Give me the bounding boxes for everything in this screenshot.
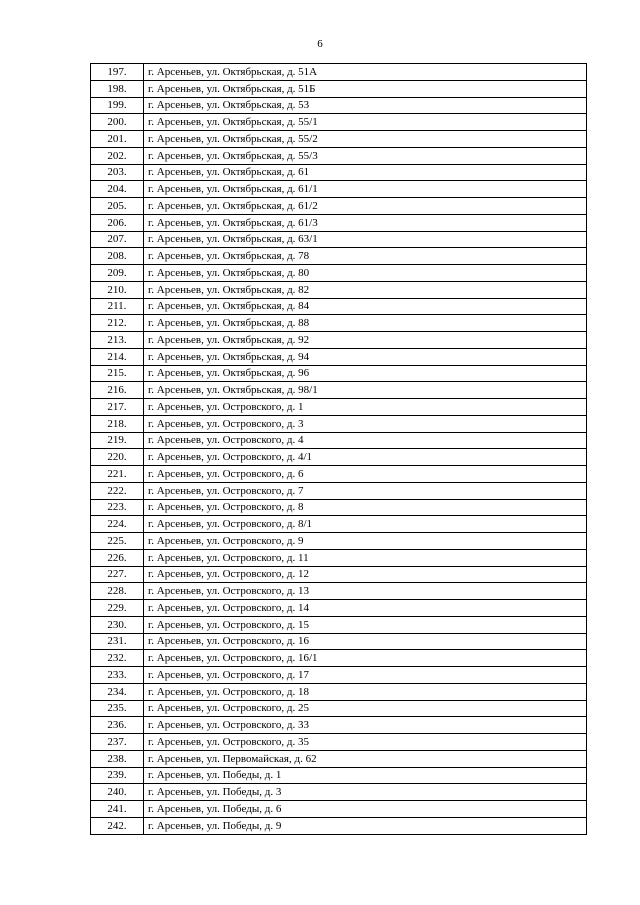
table-row <box>91 650 587 667</box>
address-cell: г. Арсеньев, ул. Октябрьская, д. 61/1 <box>144 181 587 198</box>
table-row <box>91 633 587 650</box>
row-number-cell: 233. <box>91 667 144 684</box>
row-number-cell: 228. <box>91 583 144 600</box>
address-cell: г. Арсеньев, ул. Октябрьская, д. 61/3 <box>144 214 587 231</box>
row-number-cell: 210. <box>91 281 144 298</box>
table-row <box>91 365 587 382</box>
table-row <box>91 131 587 148</box>
row-number-cell: 209. <box>91 265 144 282</box>
table-row <box>91 549 587 566</box>
table-row <box>91 784 587 801</box>
address-cell: г. Арсеньев, ул. Островского, д. 17 <box>144 667 587 684</box>
table-row <box>91 315 587 332</box>
address-cell: г. Арсеньев, ул. Островского, д. 6 <box>144 466 587 483</box>
address-cell: г. Арсеньев, ул. Островского, д. 3 <box>144 415 587 432</box>
row-number-cell: 220. <box>91 449 144 466</box>
row-number-cell: 225. <box>91 533 144 550</box>
row-number-cell: 207. <box>91 231 144 248</box>
row-number-cell: 229. <box>91 600 144 617</box>
row-number-cell: 203. <box>91 164 144 181</box>
address-cell: г. Арсеньев, ул. Октябрьская, д. 51А <box>144 64 587 81</box>
row-number-cell: 201. <box>91 131 144 148</box>
page-number: 6 <box>317 38 323 50</box>
table-row <box>91 600 587 617</box>
row-number-cell: 231. <box>91 633 144 650</box>
address-cell: г. Арсеньев, ул. Октябрьская, д. 88 <box>144 315 587 332</box>
address-cell: г. Арсеньев, ул. Октябрьская, д. 96 <box>144 365 587 382</box>
table-row <box>91 382 587 399</box>
table-row <box>91 97 587 114</box>
table-row <box>91 533 587 550</box>
address-cell: г. Арсеньев, ул. Островского, д. 4/1 <box>144 449 587 466</box>
table-row <box>91 147 587 164</box>
address-cell: г. Арсеньев, ул. Островского, д. 13 <box>144 583 587 600</box>
row-number-cell: 218. <box>91 415 144 432</box>
address-cell: г. Арсеньев, ул. Островского, д. 9 <box>144 533 587 550</box>
table-row <box>91 583 587 600</box>
address-cell: г. Арсеньев, ул. Октябрьская, д. 92 <box>144 332 587 349</box>
table-row <box>91 700 587 717</box>
address-cell: г. Арсеньев, ул. Октябрьская, д. 84 <box>144 298 587 315</box>
row-number-cell: 237. <box>91 734 144 751</box>
address-cell: г. Арсеньев, ул. Островского, д. 16 <box>144 633 587 650</box>
table-row <box>91 332 587 349</box>
address-cell: г. Арсеньев, ул. Победы, д. 3 <box>144 784 587 801</box>
table-row <box>91 114 587 131</box>
address-table-body <box>91 64 587 835</box>
row-number-cell: 208. <box>91 248 144 265</box>
address-cell: г. Арсеньев, ул. Победы, д. 1 <box>144 767 587 784</box>
table-row <box>91 64 587 81</box>
table-row <box>91 432 587 449</box>
row-number-cell: 202. <box>91 147 144 164</box>
row-number-cell: 235. <box>91 700 144 717</box>
row-number-cell: 197. <box>91 64 144 81</box>
address-cell: г. Арсеньев, ул. Октябрьская, д. 78 <box>144 248 587 265</box>
address-cell: г. Арсеньев, ул. Островского, д. 15 <box>144 616 587 633</box>
address-cell: г. Арсеньев, ул. Островского, д. 1 <box>144 399 587 416</box>
table-row <box>91 516 587 533</box>
row-number-cell: 239. <box>91 767 144 784</box>
address-cell: г. Арсеньев, ул. Октябрьская, д. 80 <box>144 265 587 282</box>
address-cell: г. Арсеньев, ул. Островского, д. 4 <box>144 432 587 449</box>
address-cell: г. Арсеньев, ул. Октябрьская, д. 51Б <box>144 80 587 97</box>
row-number-cell: 206. <box>91 214 144 231</box>
row-number-cell: 212. <box>91 315 144 332</box>
row-number-cell: 240. <box>91 784 144 801</box>
table-row <box>91 214 587 231</box>
row-number-cell: 227. <box>91 566 144 583</box>
row-number-cell: 215. <box>91 365 144 382</box>
address-cell: г. Арсеньев, ул. Островского, д. 33 <box>144 717 587 734</box>
row-number-cell: 238. <box>91 750 144 767</box>
table-row <box>91 181 587 198</box>
address-cell: г. Арсеньев, ул. Первомайская, д. 62 <box>144 750 587 767</box>
table-row <box>91 164 587 181</box>
table-row <box>91 298 587 315</box>
row-number-cell: 232. <box>91 650 144 667</box>
table-row <box>91 80 587 97</box>
table-row <box>91 734 587 751</box>
table-row <box>91 281 587 298</box>
address-cell: г. Арсеньев, ул. Островского, д. 16/1 <box>144 650 587 667</box>
table-row <box>91 817 587 834</box>
address-cell: г. Арсеньев, ул. Островского, д. 18 <box>144 683 587 700</box>
row-number-cell: 213. <box>91 332 144 349</box>
table-row <box>91 466 587 483</box>
table-row <box>91 616 587 633</box>
table-row <box>91 265 587 282</box>
table-row <box>91 399 587 416</box>
address-cell: г. Арсеньев, ул. Победы, д. 9 <box>144 817 587 834</box>
address-cell: г. Арсеньев, ул. Островского, д. 35 <box>144 734 587 751</box>
address-cell: г. Арсеньев, ул. Островского, д. 8/1 <box>144 516 587 533</box>
row-number-cell: 217. <box>91 399 144 416</box>
row-number-cell: 242. <box>91 817 144 834</box>
table-row <box>91 499 587 516</box>
row-number-cell: 222. <box>91 482 144 499</box>
address-cell: г. Арсеньев, ул. Победы, д. 6 <box>144 801 587 818</box>
address-cell: г. Арсеньев, ул. Октябрьская, д. 61/2 <box>144 198 587 215</box>
table-row <box>91 198 587 215</box>
row-number-cell: 234. <box>91 683 144 700</box>
table-row <box>91 231 587 248</box>
address-cell: г. Арсеньев, ул. Октябрьская, д. 82 <box>144 281 587 298</box>
table-row <box>91 683 587 700</box>
row-number-cell: 241. <box>91 801 144 818</box>
address-cell: г. Арсеньев, ул. Октябрьская, д. 53 <box>144 97 587 114</box>
table-row <box>91 750 587 767</box>
address-cell: г. Арсеньев, ул. Островского, д. 12 <box>144 566 587 583</box>
row-number-cell: 226. <box>91 549 144 566</box>
row-number-cell: 219. <box>91 432 144 449</box>
row-number-cell: 223. <box>91 499 144 516</box>
row-number-cell: 199. <box>91 97 144 114</box>
table-row <box>91 449 587 466</box>
table-row <box>91 482 587 499</box>
row-number-cell: 224. <box>91 516 144 533</box>
row-number-cell: 216. <box>91 382 144 399</box>
row-number-cell: 198. <box>91 80 144 97</box>
table-row <box>91 717 587 734</box>
address-cell: г. Арсеньев, ул. Островского, д. 14 <box>144 600 587 617</box>
address-cell: г. Арсеньев, ул. Октябрьская, д. 55/2 <box>144 131 587 148</box>
address-cell: г. Арсеньев, ул. Островского, д. 8 <box>144 499 587 516</box>
address-cell: г. Арсеньев, ул. Октябрьская, д. 94 <box>144 348 587 365</box>
row-number-cell: 200. <box>91 114 144 131</box>
row-number-cell: 214. <box>91 348 144 365</box>
row-number-cell: 204. <box>91 181 144 198</box>
address-cell: г. Арсеньев, ул. Островского, д. 11 <box>144 549 587 566</box>
table-row <box>91 348 587 365</box>
address-cell: г. Арсеньев, ул. Островского, д. 7 <box>144 482 587 499</box>
table-row <box>91 667 587 684</box>
row-number-cell: 230. <box>91 616 144 633</box>
row-number-cell: 211. <box>91 298 144 315</box>
table-row <box>91 248 587 265</box>
table-row <box>91 801 587 818</box>
table-row <box>91 415 587 432</box>
address-table <box>90 63 587 835</box>
address-cell: г. Арсеньев, ул. Октябрьская, д. 63/1 <box>144 231 587 248</box>
address-cell: г. Арсеньев, ул. Октябрьская, д. 55/1 <box>144 114 587 131</box>
table-row <box>91 566 587 583</box>
address-cell: г. Арсеньев, ул. Октябрьская, д. 98/1 <box>144 382 587 399</box>
table-row <box>91 767 587 784</box>
row-number-cell: 205. <box>91 198 144 215</box>
row-number-cell: 236. <box>91 717 144 734</box>
address-cell: г. Арсеньев, ул. Октябрьская, д. 55/3 <box>144 147 587 164</box>
address-cell: г. Арсеньев, ул. Островского, д. 25 <box>144 700 587 717</box>
address-cell: г. Арсеньев, ул. Октябрьская, д. 61 <box>144 164 587 181</box>
row-number-cell: 221. <box>91 466 144 483</box>
